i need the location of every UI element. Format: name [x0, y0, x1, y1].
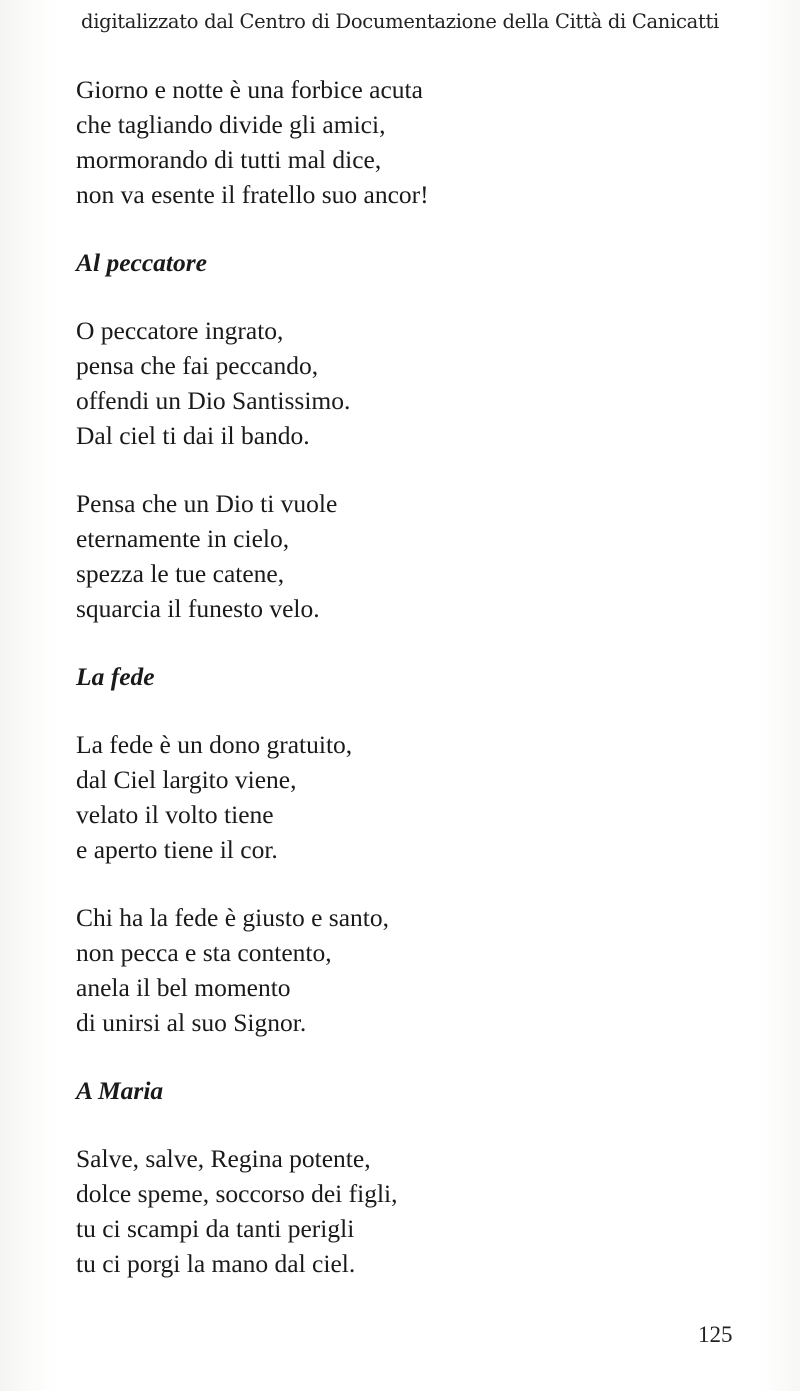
poem-fragment-stanza — [76, 72, 756, 212]
poem-title-a-maria: A Maria — [76, 1076, 164, 1105]
poem-stanza — [76, 727, 756, 867]
page-content — [76, 72, 756, 1281]
poem-stanza — [76, 900, 756, 1040]
poem-line: O peccatore ingrato, — [76, 316, 284, 345]
poem-line: non va esente il fratello suo ancor! — [76, 180, 429, 209]
poem-line: offendi un Dio Santissimo. — [76, 386, 351, 415]
poem-line: che tagliando divide gli amici, — [76, 110, 386, 139]
poem-line: tu ci porgi la mano dal ciel. — [76, 1249, 356, 1278]
page-number: 125 — [698, 1322, 733, 1347]
poem-stanza — [76, 1141, 756, 1281]
poem-line: La fede è un dono gratuito, — [76, 730, 353, 759]
poem-line: Dal ciel ti dai il bando. — [76, 421, 310, 450]
poem-line: non pecca e sta contento, — [76, 938, 332, 967]
poem-line: anela il bel momento — [76, 973, 291, 1002]
poem-line: squarcia il funesto velo. — [76, 594, 320, 623]
poem-line: mormorando di tutti mal dice, — [76, 145, 382, 174]
poem-title-la-fede: La fede — [76, 662, 155, 691]
poem-stanza — [76, 313, 756, 453]
poem-stanza — [76, 486, 756, 626]
poem-line: tu ci scampi da tanti perigli — [76, 1214, 355, 1243]
poem-line: spezza le tue catene, — [76, 559, 285, 588]
poem-line: Chi ha la fede è giusto e santo, — [76, 903, 389, 932]
poem-line: Pensa che un Dio ti vuole — [76, 489, 338, 518]
poem-line: dolce speme, soccorso dei figli, — [76, 1179, 398, 1208]
poem-line: Giorno e notte è una forbice acuta — [76, 75, 423, 104]
digitization-watermark: digitalizzato dal Centro di Documentazione della Città di Canicatti — [81, 10, 719, 33]
poem-line: eternamente in cielo, — [76, 524, 290, 553]
poem-line: pensa che fai peccando, — [76, 351, 319, 380]
poem-title-al-peccatore: Al peccatore — [76, 248, 207, 277]
poem-line: velato il volto tiene — [76, 800, 274, 829]
poem-line: di unirsi al suo Signor. — [76, 1008, 307, 1037]
poem-line: Salve, salve, Regina potente, — [76, 1144, 371, 1173]
poem-line: e aperto tiene il cor. — [76, 835, 278, 864]
poem-line: dal Ciel largito viene, — [76, 765, 297, 794]
